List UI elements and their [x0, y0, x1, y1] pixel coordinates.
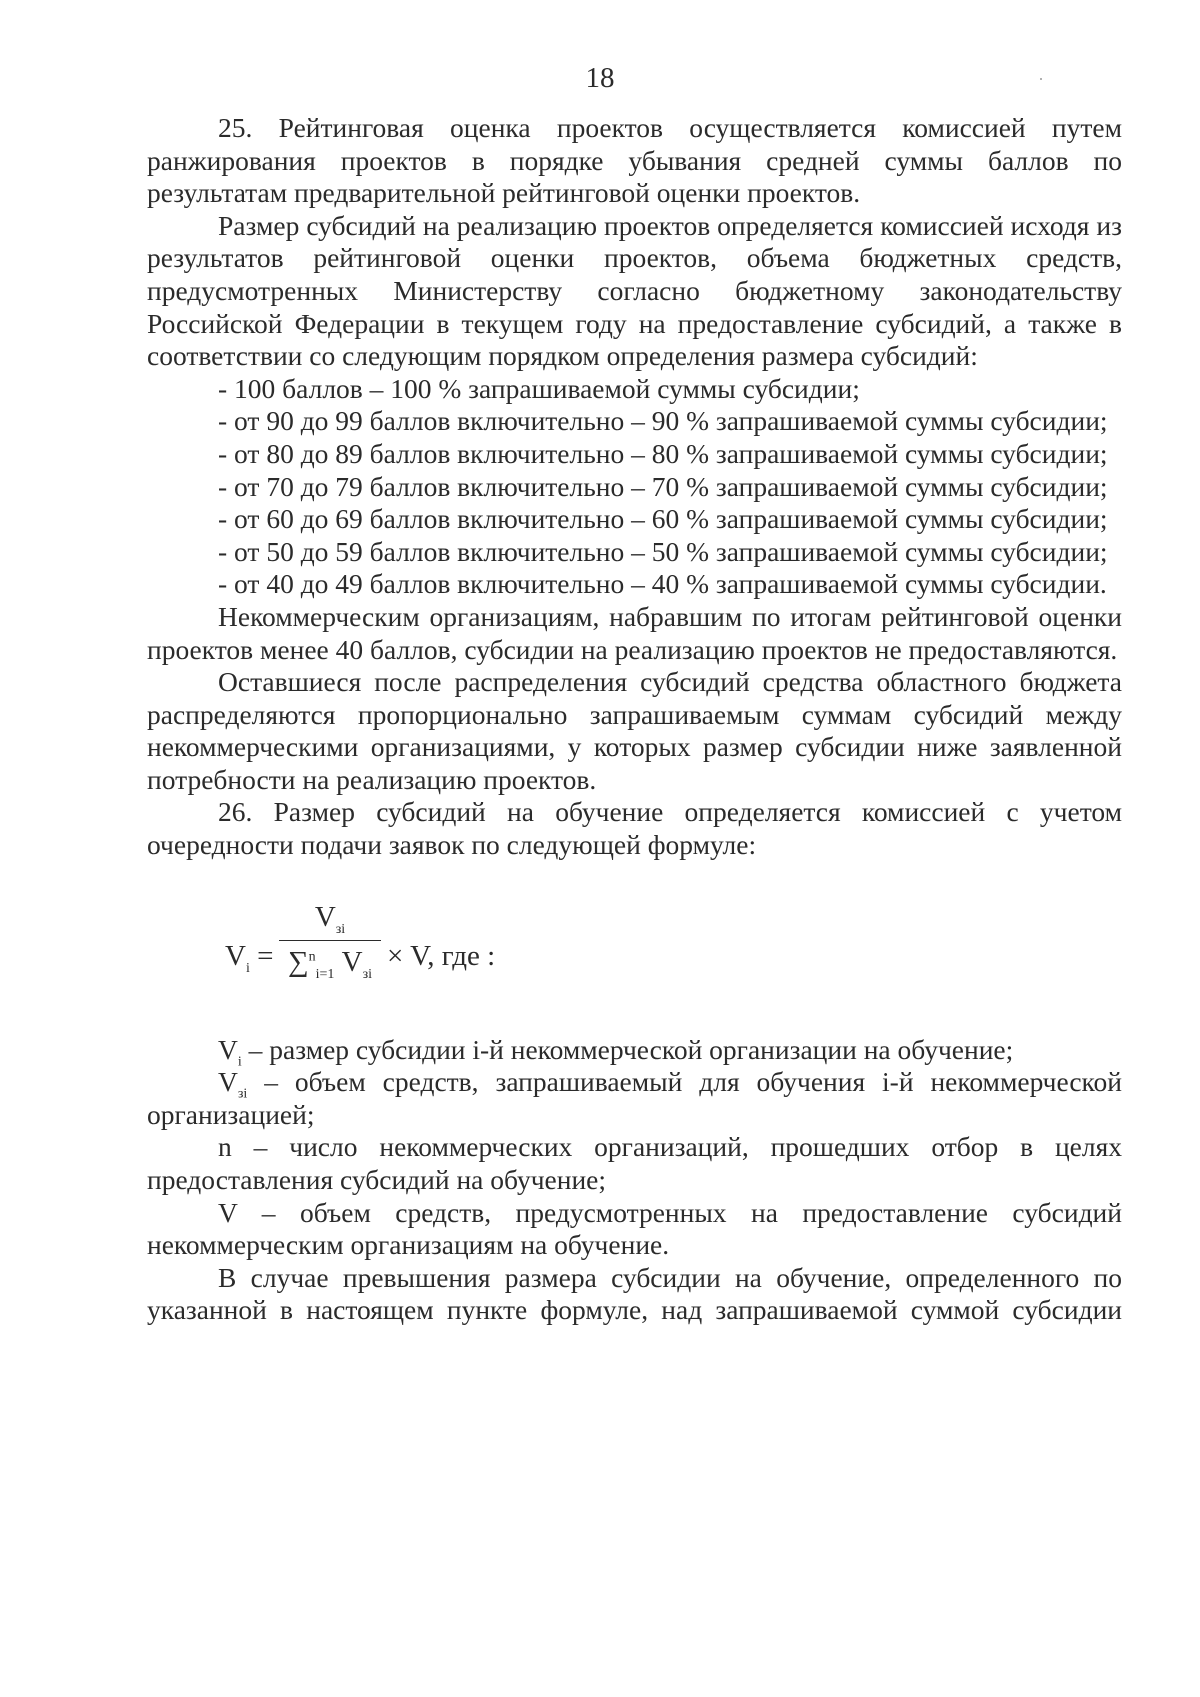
list-item-90: - от 90 до 99 баллов включительно – 90 % запрашиваемой суммы субсидии;	[218, 405, 1108, 437]
paragraph-subsidy-size: Размер субсидий на реализацию проектов определяется комиссией исходя из результатов рейтинговой оценки проектов, объема бюджетных средств, предусмотренных Министерству согласно бюджетному законодательству Российской Федерации в текущем году на предоставление субсидий, а также в соответствии со следующим порядком определения размера субсидий:	[147, 209, 1122, 372]
definition-vi: $V_i$ – размер субсидии i-й некоммерческой организации на обучение;	[218, 1033, 1014, 1070]
formula-lhs: $V_i$ =	[225, 939, 274, 976]
list-item-40: - от 40 до 49 баллов включительно – 40 % запрашиваемой суммы субсидии.	[218, 568, 1107, 600]
list-item-50: - от 50 до 59 баллов включительно – 50 % запрашиваемой суммы субсидии;	[218, 535, 1108, 567]
fraction-bar	[279, 940, 381, 941]
formula-rhs: × V, где :	[387, 939, 496, 972]
paragraph-below-40: Некоммерческим организациям, набравшим по итогам рейтинговой оценки проектов менее 40 баллов, субсидии на реализацию проектов не предоставляются.	[147, 600, 1122, 665]
list-item-100: - 100 баллов – 100 % запрашиваемой суммы субсидии;	[218, 372, 860, 404]
list-item-70: - от 70 до 79 баллов включительно – 70 % запрашиваемой суммы субсидии;	[218, 470, 1108, 502]
formula-fraction	[279, 900, 381, 982]
definition-v: V – объем средств, предусмотренных на предоставление субсидий некоммерческим организациям на обучение.	[147, 1196, 1122, 1261]
formula-definitions	[147, 1034, 1122, 1262]
definition-vzi: $V_{зi}$ – объем средств, запрашиваемый для обучения i-й некоммерческой организацией;	[147, 1066, 1122, 1130]
scan-speck	[1040, 78, 1042, 80]
formula-numerator: $V_{зi}$	[314, 900, 346, 937]
definition-n: n – число некоммерческих организаций, прошедших отбор в целях предоставления субсидий на обучение;	[147, 1131, 1122, 1196]
page-number: 18	[585, 62, 615, 94]
formula-denominator: ∑$^n_{i=1}$ $V_{зi}$	[287, 945, 373, 982]
paragraph-25: 25. Рейтинговая оценка проектов осуществляется комиссией путем ранжирования проектов в порядке убывания средней суммы баллов по результатам предварительной рейтинговой оценки проектов.	[147, 112, 1122, 209]
paragraph-excess: В случае превышения размера субсидии на обучение, определенного по указанной в настоящем пункте формуле, над запрашиваемой суммой субсидии	[147, 1261, 1122, 1326]
paragraph-26: 26. Размер субсидий на обучение определяется комиссией с учетом очередности подачи заявок по следующей формуле:	[147, 796, 1122, 861]
subsidy-formula	[147, 900, 1122, 1018]
paragraph-remaining-funds: Оставшиеся после распределения субсидий средства областного бюджета распределяются пропорционально запрашиваемым суммам субсидий между некоммерческими организациями, у которых размер субсидии ниже заявленной потребности на реализацию проектов.	[147, 666, 1122, 795]
list-item-60: - от 60 до 69 баллов включительно – 60 % запрашиваемой суммы субсидии;	[218, 503, 1108, 535]
list-item-80: - от 80 до 89 баллов включительно – 80 % запрашиваемой суммы субсидии;	[218, 437, 1108, 469]
document-body	[147, 112, 1122, 1327]
